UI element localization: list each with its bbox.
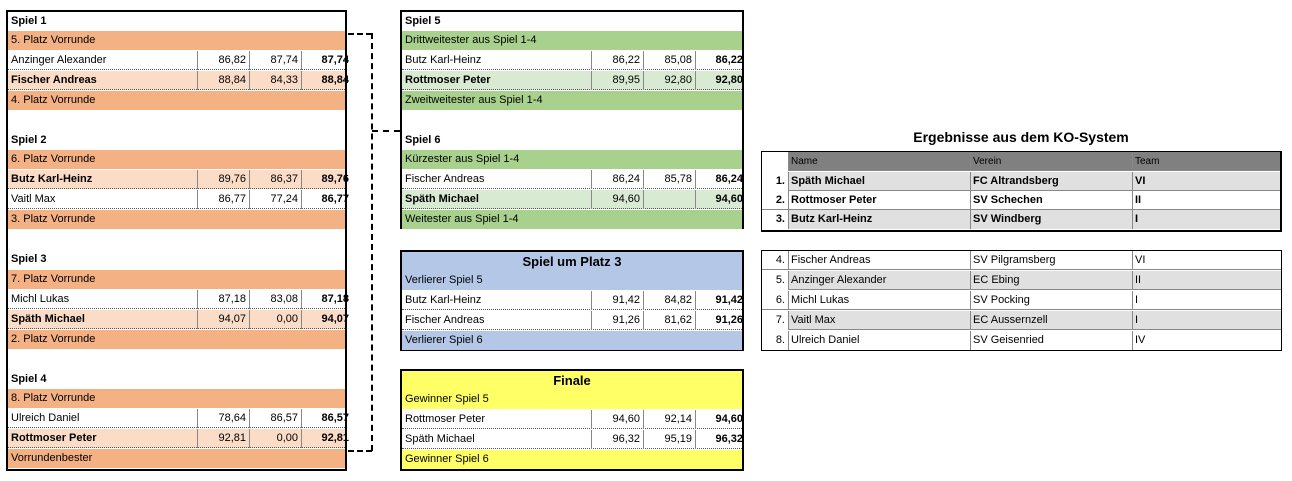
score-2: 81,62 <box>643 311 695 330</box>
player-name: Späth Michael <box>788 172 970 191</box>
club-name: EC Ebing <box>970 271 1132 290</box>
best-score: 86,57 <box>301 409 352 428</box>
bracket-left <box>6 10 347 471</box>
score-1: 96,32 <box>591 430 643 449</box>
score-2: 85,78 <box>643 170 695 189</box>
game-1-bottom-label: 4. Platz Vorrunde <box>8 91 345 110</box>
player-name: Rottmoser Peter <box>788 191 970 210</box>
table-row <box>402 190 742 209</box>
table-row <box>8 71 349 90</box>
rank: 4. <box>775 254 785 266</box>
team: IV <box>1132 331 1282 350</box>
connector-bottom-horizontal <box>348 450 372 452</box>
rank: 8. <box>775 334 785 346</box>
team-header: Team <box>1132 152 1282 171</box>
table-row <box>402 71 742 90</box>
verein-header: Verein <box>970 152 1132 171</box>
score-1: 89,95 <box>591 71 643 90</box>
score-1: 89,76 <box>197 170 249 189</box>
table-row <box>402 291 742 310</box>
game-6-top-label: Kürzester aus Spiel 1-4 <box>402 150 742 169</box>
team: I <box>1132 291 1282 310</box>
best-score: 94,07 <box>301 310 352 329</box>
score-1: 94,07 <box>197 310 249 329</box>
table-row <box>762 172 1280 191</box>
game-3-top-label: 7. Platz Vorrunde <box>8 270 345 289</box>
connector-top-horizontal <box>348 33 372 35</box>
third-place-title: Spiel um Platz 3 <box>402 252 742 271</box>
score-1: 86,24 <box>591 170 643 189</box>
table-row <box>402 430 742 449</box>
team: VI <box>1132 251 1282 270</box>
results-top-table <box>761 151 1282 232</box>
best-score: 96,32 <box>695 430 746 449</box>
score-1: 94,60 <box>591 410 643 429</box>
player-name: Michl Lukas <box>11 293 70 305</box>
score-1: 86,82 <box>197 51 249 70</box>
table-row <box>8 190 349 209</box>
club-name: SV Geisenried <box>970 331 1132 350</box>
club-name: SV Schechen <box>970 191 1132 210</box>
player-name: Ulreich Daniel <box>11 412 80 424</box>
final-top-label: Gewinner Spiel 5 <box>402 390 742 409</box>
rank: 3. <box>762 210 788 229</box>
team: I <box>1132 210 1282 229</box>
table-row <box>402 170 742 189</box>
rank: 5. <box>762 271 788 290</box>
name-header: Name <box>788 152 970 171</box>
results-header-row <box>762 152 1280 171</box>
rank-header <box>762 152 788 171</box>
table-row <box>8 170 349 189</box>
player-name: Vaitl Max <box>11 193 56 205</box>
best-score: 94,60 <box>695 410 746 429</box>
score-2: 86,57 <box>249 409 301 428</box>
table-row <box>8 409 349 428</box>
score-2: 0,00 <box>249 310 301 329</box>
table-row <box>762 251 1281 270</box>
best-score: 87,18 <box>301 290 352 309</box>
rank: 1. <box>762 172 788 191</box>
score-1: 86,22 <box>591 51 643 70</box>
club-name: SV Windberg <box>970 210 1132 229</box>
best-score: 86,24 <box>695 170 746 189</box>
team: I <box>1132 311 1282 330</box>
game-2-bottom-label: 3. Platz Vorrunde <box>8 210 345 229</box>
score-1: 87,18 <box>197 290 249 309</box>
connector-mid-horizontal <box>372 130 400 132</box>
player-name: Rottmoser Peter <box>11 432 97 444</box>
player-name: Fischer Andreas <box>788 251 970 270</box>
score-2: 84,82 <box>643 291 695 310</box>
player-name: Butz Karl-Heinz <box>11 173 93 185</box>
game-4-bottom-label: Vorrundenbester <box>8 449 345 468</box>
score-2 <box>643 190 695 209</box>
player-name: Rottmoser Peter <box>405 413 486 425</box>
player-name: Butz Karl-Heinz <box>405 54 482 66</box>
best-score: 86,22 <box>695 51 746 70</box>
best-score: 92,81 <box>301 429 352 448</box>
score-2: 87,74 <box>249 51 301 70</box>
club-name: EC Aussernzell <box>970 311 1132 330</box>
best-score: 91,42 <box>695 291 746 310</box>
third-place-game <box>400 250 744 351</box>
best-score: 91,26 <box>695 311 746 330</box>
player-name: Butz Karl-Heinz <box>788 210 970 229</box>
table-row <box>762 291 1281 310</box>
table-row <box>762 210 1280 229</box>
game-5-top-label: Drittweitester aus Spiel 1-4 <box>402 31 742 50</box>
score-1: 91,26 <box>591 311 643 330</box>
game-6-bottom-label: Weitester aus Spiel 1-4 <box>402 210 742 229</box>
game-6-title: Spiel 6 <box>405 134 441 146</box>
score-2: 77,24 <box>249 190 301 209</box>
game-4-top-label: 8. Platz Vorrunde <box>8 389 345 408</box>
score-2: 83,08 <box>249 290 301 309</box>
connector-vertical <box>371 33 373 451</box>
player-name: Anzinger Alexander <box>11 54 107 66</box>
club-name: SV Pilgramsberg <box>970 251 1132 270</box>
player-name: Anzinger Alexander <box>788 271 970 290</box>
score-1: 94,60 <box>591 190 643 209</box>
score-2: 85,08 <box>643 51 695 70</box>
third-place-top-label: Verlierer Spiel 5 <box>402 271 742 290</box>
score-1: 91,42 <box>591 291 643 310</box>
player-name: Fischer Andreas <box>405 314 485 326</box>
score-1: 92,81 <box>197 429 249 448</box>
score-2: 86,37 <box>249 170 301 189</box>
game-5-title: Spiel 5 <box>405 15 441 27</box>
game-1-top-label: 5. Platz Vorrunde <box>8 31 345 50</box>
best-score: 89,76 <box>301 170 352 189</box>
table-row <box>762 311 1281 330</box>
player-name: Späth Michael <box>405 433 475 445</box>
best-score: 92,80 <box>695 71 746 90</box>
team: VI <box>1132 172 1282 191</box>
player-name: Rottmoser Peter <box>405 74 491 86</box>
table-row <box>8 290 349 309</box>
table-row <box>402 410 742 429</box>
best-score: 88,84 <box>301 71 352 90</box>
player-name: Michl Lukas <box>788 291 970 310</box>
player-name: Späth Michael <box>11 313 85 325</box>
third-place-bottom-label: Verlierer Spiel 6 <box>402 331 742 350</box>
club-name: FC Altrandsberg <box>970 172 1132 191</box>
table-row <box>762 331 1281 350</box>
game-3-title: Spiel 3 <box>11 253 47 265</box>
club-name: SV Pocking <box>970 291 1132 310</box>
rank: 7. <box>762 311 788 330</box>
results-rest-table <box>761 250 1282 351</box>
player-name: Späth Michael <box>405 193 479 205</box>
score-1: 78,64 <box>197 409 249 428</box>
game-5-bottom-label: Zweitweitester aus Spiel 1-4 <box>402 91 742 110</box>
table-row <box>8 310 349 329</box>
table-row <box>762 191 1280 210</box>
best-score: 87,74 <box>301 51 352 70</box>
rank: 6. <box>775 294 785 306</box>
score-2: 95,19 <box>643 430 695 449</box>
game-2-title: Spiel 2 <box>11 134 47 146</box>
game-2-top-label: 6. Platz Vorrunde <box>8 150 345 169</box>
table-row <box>402 311 742 330</box>
player-name: Ulreich Daniel <box>788 331 970 350</box>
rank: 2. <box>775 194 785 206</box>
game-1-title: Spiel 1 <box>11 15 47 27</box>
game-4-title: Spiel 4 <box>11 373 47 385</box>
table-row <box>762 271 1281 290</box>
final-title: Finale <box>402 371 742 390</box>
player-name: Fischer Andreas <box>11 74 97 86</box>
results-title: Ergebnisse aus dem KO-System <box>913 129 1129 145</box>
bracket-semifinal <box>400 10 744 229</box>
player-name: Fischer Andreas <box>405 173 485 185</box>
score-2: 0,00 <box>249 429 301 448</box>
score-2: 92,14 <box>643 410 695 429</box>
score-1: 88,84 <box>197 71 249 90</box>
team: II <box>1132 271 1282 290</box>
best-score: 86,77 <box>301 190 352 209</box>
score-1: 86,77 <box>197 190 249 209</box>
player-name: Vaitl Max <box>788 311 970 330</box>
score-2: 84,33 <box>249 71 301 90</box>
player-name: Butz Karl-Heinz <box>405 294 482 306</box>
final-game <box>400 369 744 471</box>
table-row <box>402 51 742 70</box>
team: II <box>1132 191 1282 210</box>
table-row <box>8 429 349 448</box>
final-bottom-label: Gewinner Spiel 6 <box>402 450 742 469</box>
score-2: 92,80 <box>643 71 695 90</box>
table-row <box>8 51 349 70</box>
game-3-bottom-label: 2. Platz Vorrunde <box>8 330 345 349</box>
best-score: 94,60 <box>695 190 746 209</box>
